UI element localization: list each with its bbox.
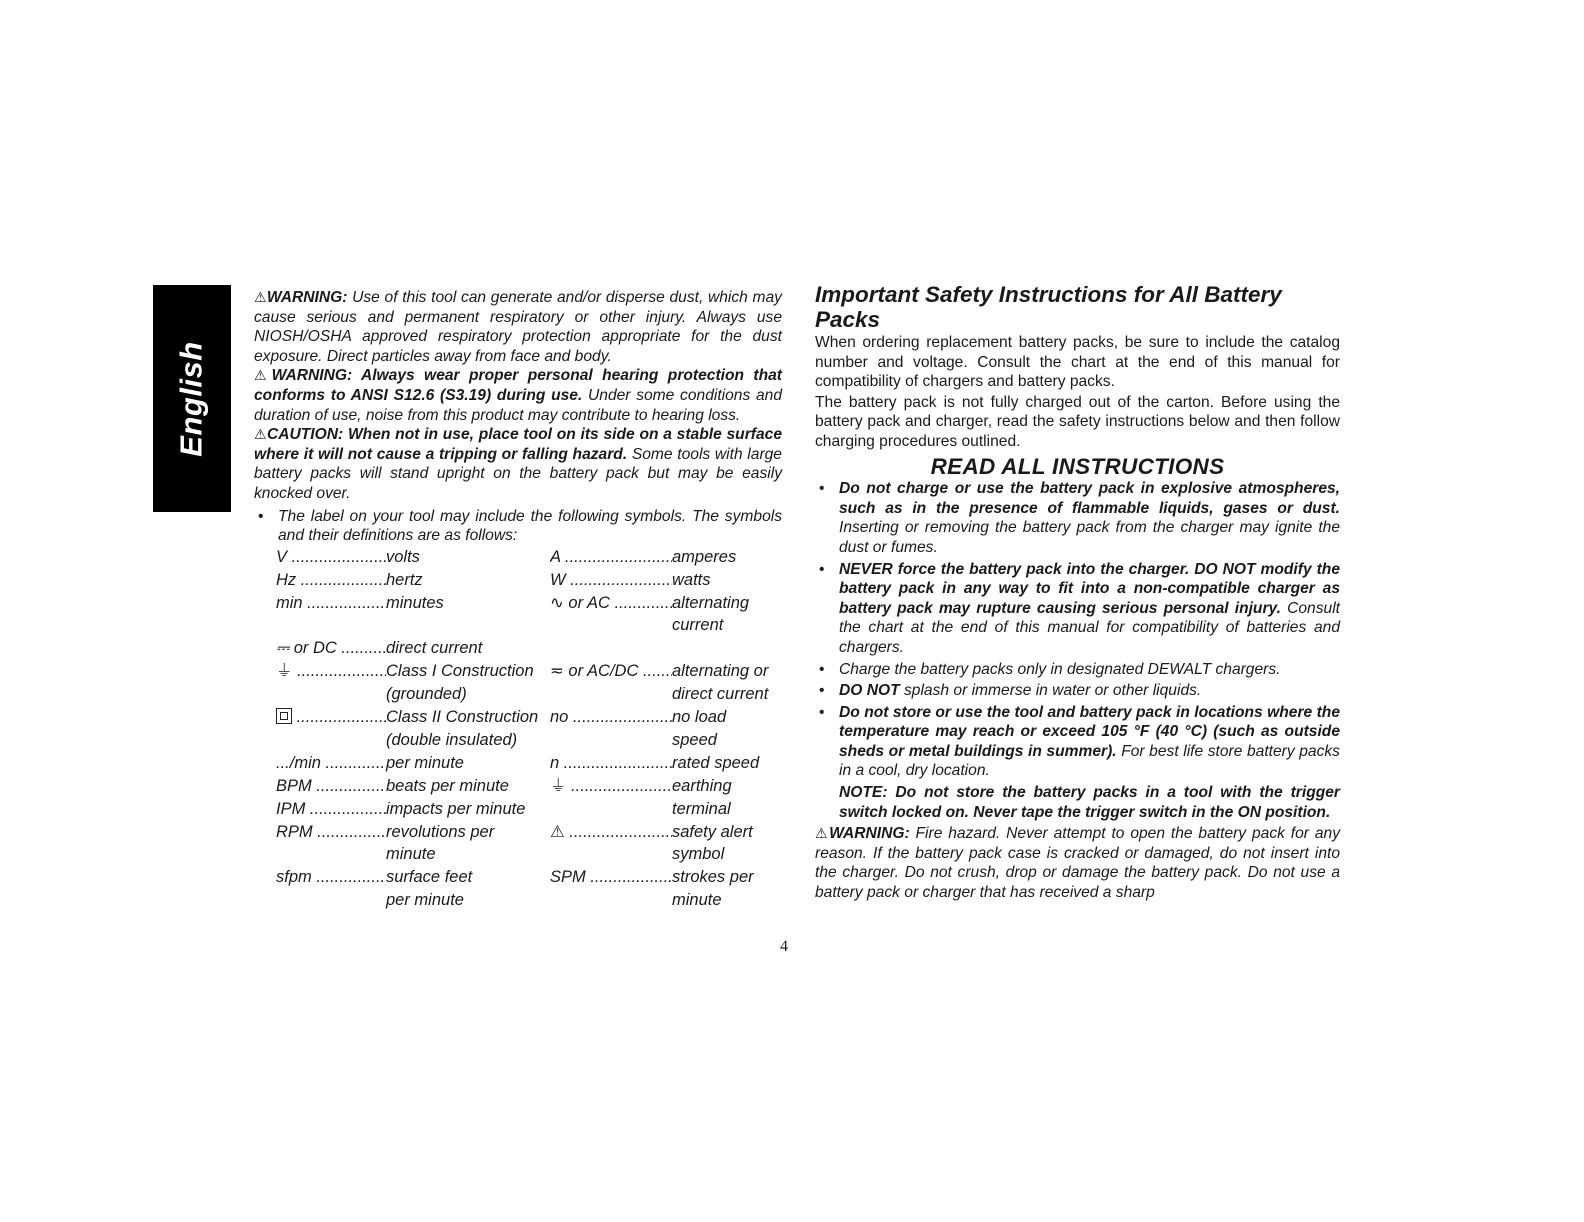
symbol-key [276,754,386,774]
symbol-text: A ..... [550,548,672,566]
symbol-text: no ..... [550,708,672,726]
caution-text: Some tools with large battery packs will stand upright on the battery pack but may be easily knocked over. [254,445,782,502]
symbol-row [254,800,774,822]
symbol-definition: watts [672,570,711,589]
dust-warning [254,288,782,366]
symbol-definition: hertz [386,570,423,589]
symbol-definition: Class I Construction [386,662,534,681]
hearing-warning-bold: WARNING: Always wear proper personal hearing protection that conforms to ANSI S12.6 (S3.19) during use. [254,367,782,404]
symbol-definition: direct current [386,639,483,658]
bullet-text: Consult the chart at the end of this manual for compatibility of batteries and chargers. [839,599,1340,656]
leader-dots [292,708,386,726]
symbol-row [254,548,774,570]
alert-triangle-icon: ⚠ [254,426,267,443]
language-tab [153,285,231,512]
symbol-definition: alternating or [672,662,769,681]
symbol-key [550,754,672,774]
symbol-definition: minute [672,891,722,910]
symbol-definition: symbol [672,845,725,864]
symbol-text: sfpm ..... [276,868,386,886]
symbol-definition: revolutions per [386,822,495,841]
symbol-definition: per minute [386,891,464,910]
page-number: 4 [780,938,788,955]
warning-text: Use of this tool can generate and/or disperse dust, which may cause serious and permanent respiratory or other injury. Always use NIOSH/OSHA approved respiratory protection appropriate for the dust exposure. Direct particles away from face and body. [254,289,782,365]
section-heading: Important Safety Instructions for All Battery Packs [815,282,1282,332]
left-column [254,288,783,910]
alert-triangle-icon: ⚠ [254,289,267,305]
bullet-item [815,681,1340,701]
symbol-definition: minute [386,845,436,864]
symbol-text: ≂ or AC/DC ..... [550,662,672,680]
warning-text: Fire hazard. Never attempt to open the battery pack for any reason. If the battery pack case is cracked or damaged, do not insert into the charger. Do not crush, drop or damage the battery pack. Do not use a battery pack or charger that has received a sharp [815,825,1340,902]
symbol-key [276,571,386,591]
symbol-definition: current [672,616,724,635]
symbol-row [254,845,774,867]
symbol-definition: alternating [672,593,750,612]
symbol-text: V ..... [276,548,386,566]
symbol-text: IPM ..... [276,800,386,818]
bullet-item [815,703,1340,781]
charging-paragraph: The battery pack is not fully charged out of the carton. Before using the battery pack and charger, read the safety instructions below and then follow charging procedures outlined. [815,393,1340,450]
bullet-text: Inserting or removing the battery pack from the charger may ignite the dust or fumes. [839,519,1340,556]
symbol-definition: impacts per minute [386,799,526,818]
symbol-definition: safety alert [672,822,753,841]
bullet-item [815,560,1340,658]
symbol-key [550,823,672,843]
bullet-text: For best life store battery packs in a cool, dry location. [839,742,1340,780]
leader-dots [567,777,673,795]
caution-bold: CAUTION: When not in use, place tool on its side on a stable surface where it will not cause a tripping or falling hazard. [254,426,782,463]
symbol-definition: speed [672,730,717,749]
symbol-key [550,868,672,888]
symbol-row [254,571,774,593]
symbol-definition: per minute [386,753,464,772]
symbol-key [276,594,386,614]
symbol-key [276,777,386,797]
symbol-definition: earthing [672,776,732,795]
symbol-key [550,662,672,682]
hearing-warning [254,366,782,425]
symbol-definition: surface feet [386,868,473,887]
alert-triangle-icon: ⚠ [550,822,565,841]
symbol-key [550,594,672,614]
symbol-text: W ..... [550,571,672,589]
symbol-row [254,891,774,913]
symbol-definition: beats per minute [386,776,509,795]
symbol-key [276,823,386,843]
warning-label: WARNING: [829,825,910,843]
leader-dots [293,662,387,680]
symbol-row [254,594,774,616]
symbol-definition: direct current [672,685,769,704]
symbol-row [254,777,774,799]
symbol-definition: minutes [386,593,444,612]
symbol-definition: no load [672,708,727,727]
symbol-row [254,685,774,707]
bullet-item [815,660,1340,680]
symbol-text: SPM ..... [550,868,672,886]
symbol-text: ⎓ or DC ..... [276,639,386,657]
symbol-row [254,731,774,753]
ordering-paragraph: When ordering replacement battery packs, be sure to include the catalog number and voltage. Consult the chart at the end of this manual for compatibility of chargers and battery packs. [815,334,1340,391]
symbol-text: RPM ..... [276,823,386,841]
symbol-text: min ..... [276,594,386,612]
symbol-key [276,662,386,682]
symbol-definition: rated speed [672,753,760,772]
symbol-row [254,754,774,776]
read-all-heading: READ ALL INSTRUCTIONS [930,453,1225,479]
symbols-table [254,547,782,910]
symbol-text: BPM ..... [276,777,386,795]
symbol-row [254,868,774,890]
warning-label: WARNING: [266,289,348,306]
symbol-definition: (double insulated) [386,730,518,749]
symbol-definition: strokes per [672,868,754,887]
bullet-text: Charge the battery packs only in designated DEWALT chargers. [839,660,1281,678]
language-tab-label: English [174,340,210,457]
symbol-key [550,548,672,568]
leader-dots [565,823,672,841]
symbol-text: n ..... [550,754,672,772]
alert-triangle-icon: ⚠ [815,825,830,842]
symbol-row [254,662,774,684]
symbol-row [254,823,774,845]
symbol-key [550,777,672,797]
symbol-key [276,639,386,659]
symbol-key [276,548,386,568]
symbol-text: ∿ or AC ..... [550,594,672,612]
symbol-key [276,708,386,728]
symbol-definition: volts [386,547,420,566]
fire-warning [815,824,1340,902]
caution-note [254,425,782,503]
symbol-text: Hz ..... [276,571,386,589]
bullet-bold: DO NOT [839,682,900,700]
symbol-row [254,639,774,661]
double-square-icon [276,708,292,724]
symbol-row [254,616,774,638]
ground-circle-icon: ⏚ [276,662,293,681]
note-paragraph: NOTE: Do not store the battery packs in a tool with the trigger switch locked on. Never tape the trigger switch in the ON position. [839,784,1340,821]
hearing-warning-text: Under some conditions and duration of use, noise from this product may contribute to hearing loss. [254,386,783,424]
symbol-definition: terminal [672,799,731,818]
bullet-bold: Do not store or use the tool and battery pack in locations where the temperature may reach or exceed 105 °F (40 °C) (such as outside sheds or metal buildings in summer). [839,703,1340,760]
alert-triangle-icon: ⚠ [254,367,272,384]
earth-circle-icon: ⏚ [550,776,567,795]
bullet-bold: NEVER force the battery pack into the charger. DO NOT modify the battery pack in any way to fit into a non-compatible charger as battery pack may rupture causing serious personal injury. [839,560,1340,617]
symbol-definition: amperes [672,547,737,566]
symbol-key [550,708,672,728]
symbol-text: .../min ..... [276,754,386,772]
symbol-definition: Class II Construction [386,708,539,727]
right-column [815,282,1340,903]
symbol-definition: (grounded) [386,685,467,704]
symbol-key [550,571,672,591]
symbol-row [254,708,774,730]
bullet-item [815,479,1340,557]
symbol-key [276,868,386,888]
bullet-text: splash or immerse in water or other liquids. [903,682,1202,700]
symbols-intro: • The label on your tool may include the following symbols. The symbols and their definitions are as follows: [254,507,782,546]
bullet-bold: Do not charge or use the battery pack in explosive atmospheres, such as in the presence of flammable liquids, gases or dust. [839,480,1340,517]
symbol-key [276,800,386,820]
